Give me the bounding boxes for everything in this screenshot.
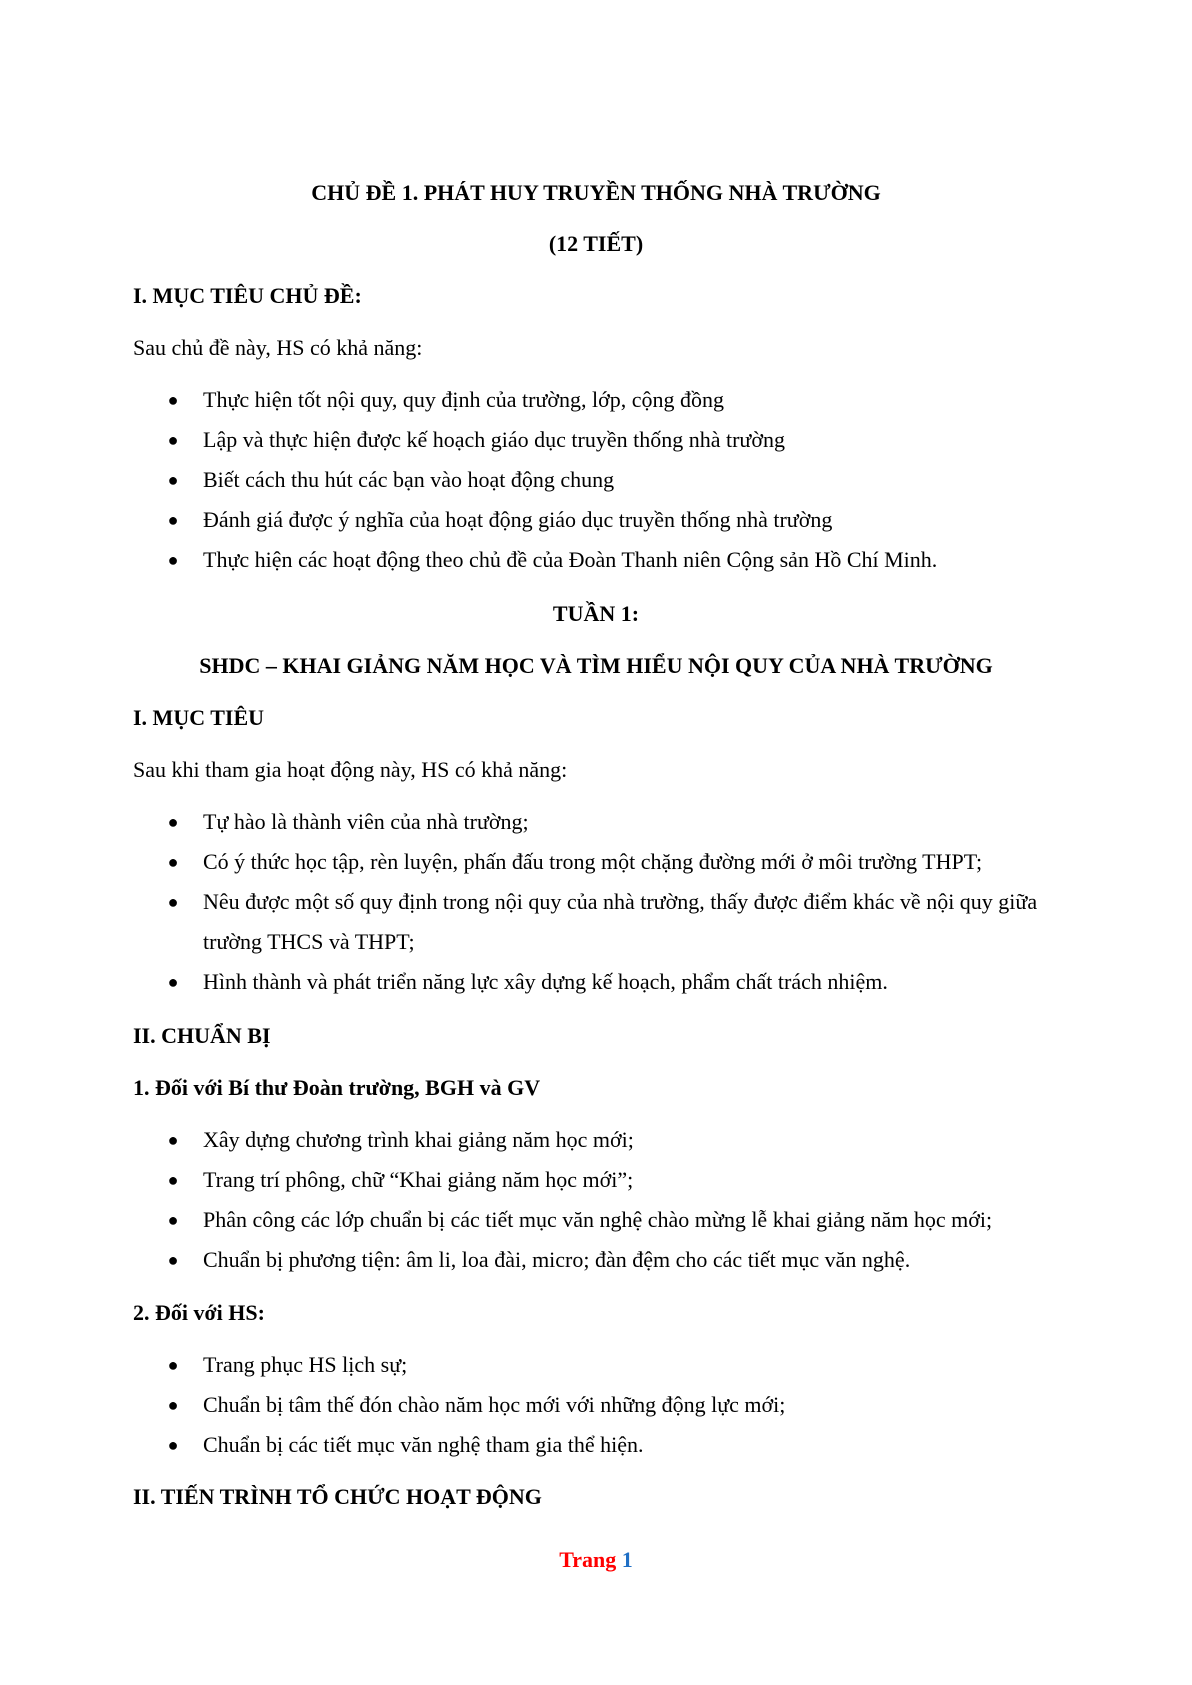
section-heading-objectives: I. MỤC TIÊU CHỦ ĐỀ: [133, 283, 362, 308]
footer-page-number: 1 [621, 1547, 633, 1572]
list-item: ● Hình thành và phát triển năng lực xây dựng kế hoạch, phẩm chất trách nhiệm. [0, 967, 1192, 997]
section-heading-goals: I. MỤC TIÊU [133, 705, 265, 730]
bullet-icon: ● [167, 852, 179, 872]
list-item: ● Trang phục HS lịch sự; [0, 1350, 1192, 1380]
page-title: CHỦ ĐỀ 1. PHÁT HUY TRUYỀN THỐNG NHÀ TRƯỜNG [311, 180, 881, 205]
bullet-icon: ● [167, 1395, 179, 1415]
bullet-icon: ● [167, 550, 179, 570]
bullet-icon: ● [167, 470, 179, 490]
list-item: ● Thực hiện tốt nội quy, quy định của trường, lớp, cộng đồng [0, 385, 1192, 415]
footer-page-word: Trang [559, 1547, 617, 1572]
list-item: ● Xây dựng chương trình khai giảng năm học mới; [0, 1125, 1192, 1155]
list-item: ● Biết cách thu hút các bạn vào hoạt động chung [0, 465, 1192, 495]
bullet-icon: ● [167, 1435, 179, 1455]
bullet-icon: ● [167, 430, 179, 450]
page-subtitle: (12 TIẾT) [548, 231, 644, 256]
lesson-title: SHDC – KHAI GIẢNG NĂM HỌC VÀ TÌM HIỂU NỘI QUY CỦA NHÀ TRƯỜNG [199, 653, 993, 678]
week-heading: TUẦN 1: [552, 601, 640, 626]
list-item: ● Có ý thức học tập, rèn luyện, phấn đấu trong một chặng đường mới ở môi trường THPT; [0, 847, 1192, 877]
list-item: ● Nêu được một số quy định trong nội quy của nhà trường, thấy được điểm khác về nội quy giữa [0, 887, 1192, 917]
bullet-icon: ● [167, 812, 179, 832]
list-item: ● Đánh giá được ý nghĩa của hoạt động giáo dục truyền thống nhà trường [0, 505, 1192, 535]
list-item: ● Thực hiện các hoạt động theo chủ đề của Đoàn Thanh niên Cộng sản Hồ Chí Minh. [0, 545, 1192, 575]
bullet-icon: ● [167, 972, 179, 992]
section-intro: Sau chủ đề này, HS có khả năng: [133, 335, 423, 360]
section-heading-preparation: II. CHUẨN BỊ [133, 1023, 271, 1048]
bullet-icon: ● [167, 1170, 179, 1190]
bullet-icon: ● [167, 1355, 179, 1375]
list-item-continuation: trường THCS và THPT; [203, 929, 415, 954]
bullet-icon: ● [167, 892, 179, 912]
section-intro: Sau khi tham gia hoạt động này, HS có khả năng: [133, 757, 568, 782]
list-item: ● Trang trí phông, chữ “Khai giảng năm học mới”; [0, 1165, 1192, 1195]
list-item: ● Tự hào là thành viên của nhà trường; [0, 807, 1192, 837]
bullet-icon: ● [167, 1210, 179, 1230]
subsection-heading-students: 2. Đối với HS: [133, 1300, 265, 1325]
bullet-icon: ● [167, 1250, 179, 1270]
subsection-heading-teachers: 1. Đối với Bí thư Đoàn trường, BGH và GV [133, 1075, 541, 1100]
section-heading-process: II. TIẾN TRÌNH TỔ CHỨC HOẠT ĐỘNG [133, 1484, 542, 1509]
list-item: ● Lập và thực hiện được kế hoạch giáo dục truyền thống nhà trường [0, 425, 1192, 455]
list-item: ● Phân công các lớp chuẩn bị các tiết mục văn nghệ chào mừng lễ khai giảng năm học mới; [0, 1205, 1192, 1235]
list-item: ● Chuẩn bị các tiết mục văn nghệ tham gia thể hiện. [0, 1430, 1192, 1460]
list-item: ● Chuẩn bị tâm thế đón chào năm học mới với những động lực mới; [0, 1390, 1192, 1420]
bullet-icon: ● [167, 390, 179, 410]
page-footer [0, 1545, 1192, 1575]
list-item: ● Chuẩn bị phương tiện: âm li, loa đài, micro; đàn đệm cho các tiết mục văn nghệ. [0, 1245, 1192, 1275]
bullet-icon: ● [167, 510, 179, 530]
bullet-icon: ● [167, 1130, 179, 1150]
